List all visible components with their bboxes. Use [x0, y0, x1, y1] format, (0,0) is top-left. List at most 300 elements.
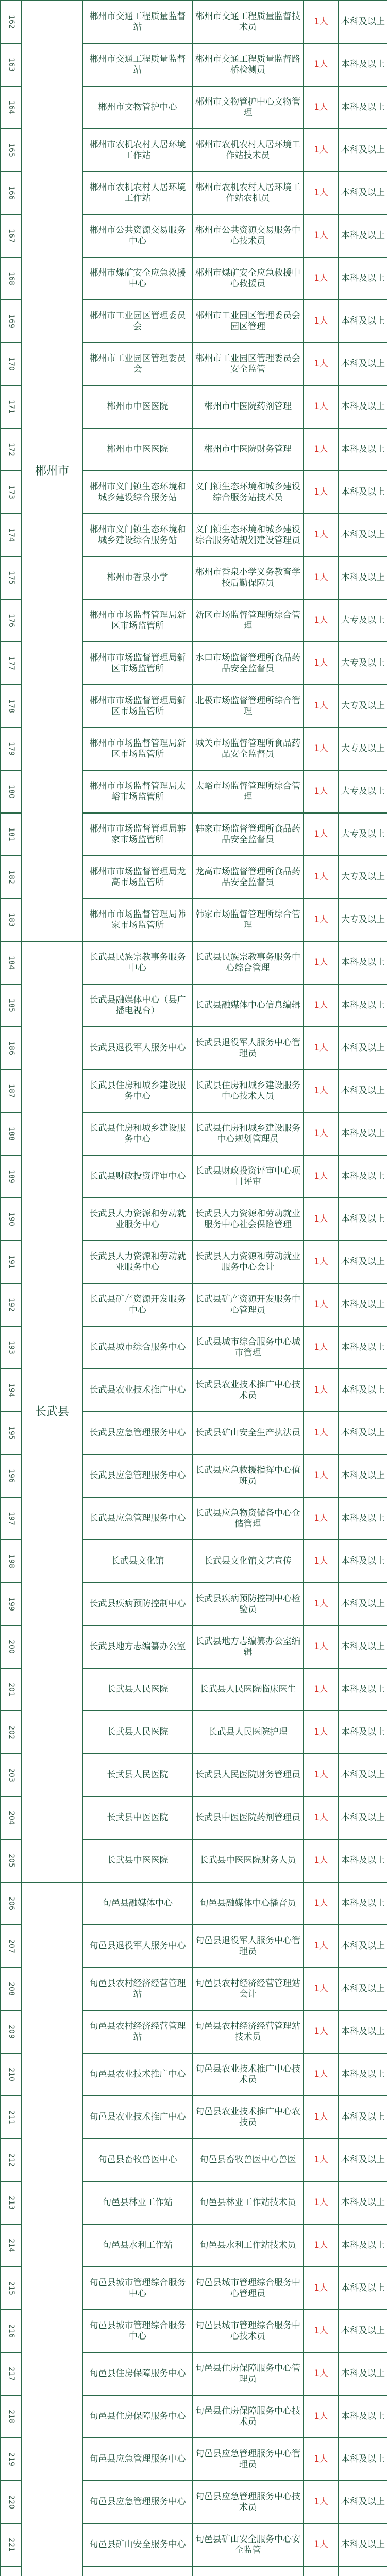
- position-cell: 旬邑县畜牧兽医中心兽医: [192, 2139, 304, 2181]
- hiring-unit-cell: 旬邑县农业技术推广中心: [83, 2096, 192, 2139]
- hiring-unit-cell: 旬邑县林业工作站: [83, 2181, 192, 2224]
- row-number-text: 177: [7, 656, 15, 670]
- education-cell: 本科及以上: [339, 172, 387, 214]
- row-number: [1, 685, 21, 727]
- education-cell: [339, 2566, 387, 2576]
- row-number-text: 210: [7, 2067, 15, 2081]
- hiring-unit-cell: 旬邑县融媒体中心: [83, 1882, 192, 1925]
- hiring-unit-cell: 郴州市市场监督管理局新区市场监管所: [83, 685, 192, 727]
- hiring-unit-cell: 长武县人民医院: [83, 1668, 192, 1711]
- row-number-text: 201: [7, 1683, 15, 1697]
- position-cell: 长武县住房和城乡建设服务中心技术人员: [192, 1070, 304, 1112]
- row-number: [1, 899, 21, 941]
- row-number-text: 172: [7, 443, 15, 456]
- position-cell: 郴州市中医院财务管理: [192, 428, 304, 471]
- headcount-cell: 1人: [304, 129, 339, 172]
- row-number-text: 212: [7, 2153, 15, 2167]
- headcount-cell: 1人: [304, 1155, 339, 1198]
- position-cell: 长武县民族宗教事务服务中心综合管理: [192, 941, 304, 984]
- position-cell: 郴州市工业园区管理委员会安全监管: [192, 343, 304, 385]
- row-number-text: 183: [7, 913, 15, 927]
- row-number: [1, 214, 21, 257]
- row-number-text: 202: [7, 1725, 15, 1739]
- hiring-unit-cell: 旬邑县农村经济经营管理站: [83, 1968, 192, 2010]
- hiring-unit-cell: 长武县中医医院: [83, 1797, 192, 1839]
- headcount-cell: 1人: [304, 1754, 339, 1797]
- row-number: [1, 428, 21, 471]
- table-body: [1, 1, 387, 2576]
- headcount-cell: 1人: [304, 1, 339, 43]
- row-number-text: 178: [7, 699, 15, 713]
- position-cell: 义门镇生态环境和城乡建设综合服务站规划建设管理员: [192, 514, 304, 556]
- row-number: [1, 1, 21, 43]
- education-cell: 本科及以上: [339, 1968, 387, 2010]
- education-cell: 本科及以上: [339, 2352, 387, 2395]
- row-number: [1, 1198, 21, 1241]
- row-number-text: 215: [7, 2281, 15, 2295]
- row-number-text: 194: [7, 1383, 15, 1397]
- position-cell: 新区市场监督管理所综合管理: [192, 599, 304, 642]
- headcount-cell: 1人: [304, 770, 339, 813]
- education-cell: 大专及以上: [339, 770, 387, 813]
- education-cell: 大专及以上: [339, 813, 387, 856]
- row-number: [1, 1070, 21, 1112]
- headcount-cell: 1人: [304, 1711, 339, 1754]
- position-cell: [192, 2566, 304, 2576]
- education-cell: 本科及以上: [339, 1412, 387, 1454]
- row-number-text: 218: [7, 2410, 15, 2424]
- headcount-cell: 1人: [304, 1668, 339, 1711]
- row-number-text: 174: [7, 528, 15, 542]
- row-number: [1, 129, 21, 172]
- row-number: [1, 514, 21, 556]
- position-cell: 长武县矿产资源开发服务中心管理员: [192, 1283, 304, 1326]
- hiring-unit-cell: 旬邑县畜牧兽医中心: [83, 2139, 192, 2181]
- hiring-unit-cell: 郴州市交通工程质量监督站: [83, 1, 192, 43]
- headcount-cell: 1人: [304, 642, 339, 685]
- hiring-unit-cell: 旬邑县退役军人服务中心: [83, 1925, 192, 1968]
- row-number-text: 167: [7, 229, 15, 243]
- row-number: [1, 1369, 21, 1412]
- education-cell: 本科及以上: [339, 343, 387, 385]
- hiring-unit-cell: 旬邑县矿山安全服务中心: [83, 2523, 192, 2566]
- education-cell: 本科及以上: [339, 941, 387, 984]
- headcount-cell: 1人: [304, 1283, 339, 1326]
- headcount-cell: 1人: [304, 2010, 339, 2053]
- row-number: [1, 556, 21, 599]
- headcount-cell: 1人: [304, 2181, 339, 2224]
- education-cell: 本科及以上: [339, 1027, 387, 1070]
- position-cell: 旬邑县农业技术推广中心技术员: [192, 2053, 304, 2096]
- position-cell: 龙高市场监督管理所食品药品安全监督员: [192, 856, 304, 899]
- row-number-text: 164: [7, 100, 15, 114]
- row-number: [1, 1412, 21, 1454]
- row-number-text: 195: [7, 1426, 15, 1440]
- education-cell: 本科及以上: [339, 1112, 387, 1155]
- row-number: [1, 1754, 21, 1797]
- education-cell: 本科及以上: [339, 1797, 387, 1839]
- row-number: [1, 2310, 21, 2352]
- education-cell: 本科及以上: [339, 214, 387, 257]
- hiring-unit-cell: 长武县地方志编纂办公室: [83, 1625, 192, 1668]
- table-row: [1, 1882, 387, 1925]
- position-cell: 韩家市场监督管理所食品药品安全监督员: [192, 813, 304, 856]
- headcount-cell: 1人: [304, 2267, 339, 2310]
- headcount-cell: 1人: [304, 86, 339, 129]
- headcount-cell: 1人: [304, 1540, 339, 1583]
- row-number: [1, 1583, 21, 1625]
- hiring-unit-cell: 长武县退役军人服务中心: [83, 1027, 192, 1070]
- row-number: [1, 1326, 21, 1369]
- hiring-unit-cell: 郴州市煤矿安全应急救援中心: [83, 257, 192, 300]
- headcount-cell: 1人: [304, 1027, 339, 1070]
- row-number: [1, 1283, 21, 1326]
- row-number: [1, 1797, 21, 1839]
- hiring-unit-cell: 长武县中医医院: [83, 1839, 192, 1882]
- position-cell: 长武县城市综合服务中心城市管理: [192, 1326, 304, 1369]
- row-number: [1, 2438, 21, 2481]
- row-number-text: 206: [7, 1896, 15, 1910]
- row-number-text: 180: [7, 785, 15, 799]
- position-cell: 长武县中医医院财务人员: [192, 1839, 304, 1882]
- position-cell: 长武县人民医院临床医生: [192, 1668, 304, 1711]
- hiring-unit-cell: 旬邑县农村经济经营管理站: [83, 2010, 192, 2053]
- hiring-unit-cell: 旬邑县农业技术推广中心: [83, 2053, 192, 2096]
- education-cell: 本科及以上: [339, 1497, 387, 1540]
- row-number: [1, 984, 21, 1027]
- education-cell: 本科及以上: [339, 2010, 387, 2053]
- row-number-text: 173: [7, 485, 15, 499]
- hiring-unit-cell: 郴州市市场监督管理局新区市场监管所: [83, 642, 192, 685]
- row-number: [1, 1925, 21, 1968]
- hiring-unit-cell: 郴州市市场监督管理局新区市场监管所: [83, 727, 192, 770]
- row-number: [1, 813, 21, 856]
- row-number-text: 190: [7, 1212, 15, 1226]
- education-cell: 本科及以上: [339, 984, 387, 1027]
- hiring-unit-cell: 郴州市农机农村人居环境工作站: [83, 172, 192, 214]
- position-cell: 郴州市中医院药剂管理: [192, 385, 304, 428]
- position-cell: 长武县人力资源和劳动就业服务中心社会保险管理: [192, 1198, 304, 1241]
- position-cell: 长武县矿山安全生产执法员: [192, 1412, 304, 1454]
- row-number-text: 221: [7, 2538, 15, 2552]
- position-cell: 长武县农业技术推广中心技术员: [192, 1369, 304, 1412]
- position-cell: 长武县住房和城乡建设服务中心规划管理员: [192, 1112, 304, 1155]
- hiring-unit-cell: 长武县城市综合服务中心: [83, 1326, 192, 1369]
- headcount-cell: 1人: [304, 813, 339, 856]
- education-cell: 大专及以上: [339, 899, 387, 941]
- headcount-cell: 1人: [304, 1583, 339, 1625]
- education-cell: 本科及以上: [339, 514, 387, 556]
- hiring-unit-cell: 郴州市交通工程质量监督站: [83, 43, 192, 86]
- position-cell: 郴州市公共资源交易服务中心技术员: [192, 214, 304, 257]
- row-number: [1, 2181, 21, 2224]
- row-number: [1, 86, 21, 129]
- row-number: [1, 2139, 21, 2181]
- row-number: [1, 385, 21, 428]
- row-number: [1, 2096, 21, 2139]
- position-cell: 旬邑县农村经济经营管理站技术员: [192, 2010, 304, 2053]
- table-row: [1, 1, 387, 43]
- position-cell: 旬邑县农业技术推广中心农技员: [192, 2096, 304, 2139]
- headcount-cell: 1人: [304, 556, 339, 599]
- education-cell: 本科及以上: [339, 1198, 387, 1241]
- headcount-cell: 1人: [304, 471, 339, 514]
- row-number: [1, 1497, 21, 1540]
- row-number: [1, 1540, 21, 1583]
- headcount-cell: [304, 2566, 339, 2576]
- row-number-text: 184: [7, 956, 15, 970]
- education-cell: 本科及以上: [339, 385, 387, 428]
- position-cell: 长武县文化馆文艺宣传: [192, 1540, 304, 1583]
- position-cell: 城关市场监督管理所食品药品安全监督员: [192, 727, 304, 770]
- education-cell: 本科及以上: [339, 1, 387, 43]
- headcount-cell: 1人: [304, 599, 339, 642]
- hiring-unit-cell: 长武县民族宗教事务服务中心: [83, 941, 192, 984]
- row-number: [1, 1241, 21, 1283]
- education-cell: 本科及以上: [339, 257, 387, 300]
- row-number: [1, 727, 21, 770]
- row-number-text: 211: [7, 2110, 15, 2124]
- row-number: [1, 2352, 21, 2395]
- education-cell: 本科及以上: [339, 86, 387, 129]
- row-number-text: 179: [7, 742, 15, 756]
- row-number: [1, 941, 21, 984]
- hiring-unit-cell: 长武县农业技术推广中心: [83, 1369, 192, 1412]
- education-cell: 本科及以上: [339, 2053, 387, 2096]
- position-cell: 长武县地方志编纂办公室编辑: [192, 1625, 304, 1668]
- education-cell: 本科及以上: [339, 1283, 387, 1326]
- row-number: [1, 471, 21, 514]
- education-cell: 本科及以上: [339, 1711, 387, 1754]
- hiring-unit-cell: 郴州市中医医院: [83, 428, 192, 471]
- row-number-text: 189: [7, 1170, 15, 1183]
- hiring-unit-cell: 郴州市市场监督管理局龙高市场监管所: [83, 856, 192, 899]
- headcount-cell: 1人: [304, 1968, 339, 2010]
- position-cell: 长武县人民医院护理: [192, 1711, 304, 1754]
- headcount-cell: 1人: [304, 727, 339, 770]
- row-number-text: 185: [7, 998, 15, 1012]
- hiring-unit-cell: 长武县疾病预防控制中心: [83, 1583, 192, 1625]
- row-number: [1, 2523, 21, 2566]
- education-cell: 本科及以上: [339, 1754, 387, 1797]
- headcount-cell: 1人: [304, 2053, 339, 2096]
- row-number-text: 175: [7, 571, 15, 585]
- education-cell: 本科及以上: [339, 300, 387, 343]
- row-number-text: 176: [7, 614, 15, 628]
- headcount-cell: 1人: [304, 1070, 339, 1112]
- hiring-unit-cell: [83, 2566, 192, 2576]
- row-number-text: 217: [7, 2367, 15, 2381]
- row-number: [1, 1839, 21, 1882]
- hiring-unit-cell: 郴州市市场监督管理局新区市场监管所: [83, 599, 192, 642]
- headcount-cell: 1人: [304, 941, 339, 984]
- education-cell: 大专及以上: [339, 685, 387, 727]
- education-cell: 本科及以上: [339, 2523, 387, 2566]
- row-number-text: 182: [7, 870, 15, 884]
- hiring-unit-cell: 旬邑县应急管理服务中心: [83, 2438, 192, 2481]
- row-number: [1, 43, 21, 86]
- hiring-unit-cell: 长武县人力资源和劳动就业服务中心: [83, 1198, 192, 1241]
- headcount-cell: 1人: [304, 1112, 339, 1155]
- row-number: [1, 770, 21, 813]
- hiring-unit-cell: 长武县人民医院: [83, 1754, 192, 1797]
- position-cell: 长武县疾病预防控制中心检验员: [192, 1583, 304, 1625]
- hiring-unit-cell: 长武县住房和城乡建设服务中心: [83, 1112, 192, 1155]
- education-cell: 本科及以上: [339, 1839, 387, 1882]
- hiring-unit-cell: 郴州市香泉小学: [83, 556, 192, 599]
- position-cell: 旬邑县水利工作站技术员: [192, 2224, 304, 2267]
- row-number-text: 200: [7, 1640, 15, 1654]
- row-number-text: 181: [7, 827, 15, 841]
- hiring-unit-cell: 郴州市义门镇生态环境和城乡建设综合服务站: [83, 471, 192, 514]
- position-cell: 郴州市农机农村人居环境工作站技术员: [192, 129, 304, 172]
- headcount-cell: 1人: [304, 514, 339, 556]
- hiring-unit-cell: 郴州市市场监督管理局韩家市场监管所: [83, 899, 192, 941]
- row-number-text: 197: [7, 1512, 15, 1526]
- hiring-unit-cell: 长武县住房和城乡建设服务中心: [83, 1070, 192, 1112]
- education-cell: 本科及以上: [339, 471, 387, 514]
- education-cell: 大专及以上: [339, 599, 387, 642]
- hiring-unit-cell: 旬邑县住房保障服务中心: [83, 2352, 192, 2395]
- row-number-text: 187: [7, 1084, 15, 1098]
- position-cell: 郴州市文物管护中心文物管理: [192, 86, 304, 129]
- hiring-unit-cell: 旬邑县城市管理综合服务中心: [83, 2310, 192, 2352]
- headcount-cell: 1人: [304, 1412, 339, 1454]
- row-number: [1, 1882, 21, 1925]
- headcount-cell: 1人: [304, 214, 339, 257]
- row-number-text: 199: [7, 1597, 15, 1611]
- hiring-unit-cell: 郴州市工业园区管理委员会: [83, 300, 192, 343]
- row-number-text: 162: [7, 15, 15, 29]
- row-number-text: 188: [7, 1127, 15, 1141]
- position-cell: 旬邑县林业工作站技术员: [192, 2181, 304, 2224]
- headcount-cell: 1人: [304, 2438, 339, 2481]
- position-cell: 旬邑县矿山安全服务中心安全监管: [192, 2523, 304, 2566]
- education-cell: 本科及以上: [339, 1583, 387, 1625]
- position-cell: 长武县财政投资评审中心项目评审: [192, 1155, 304, 1198]
- hiring-unit-cell: 旬邑县应急管理服务中心: [83, 2481, 192, 2523]
- hiring-unit-cell: 长武县应急管理服务中心: [83, 1412, 192, 1454]
- position-cell: 长武县融媒体中心信息编辑: [192, 984, 304, 1027]
- department-group-cell: 郴州市: [21, 1, 83, 941]
- headcount-cell: 1人: [304, 1369, 339, 1412]
- row-number-text: 204: [7, 1811, 15, 1825]
- position-cell: 长武县人力资源和劳动就业服务中心会计: [192, 1241, 304, 1283]
- hiring-unit-cell: 旬邑县住房保障服务中心: [83, 2395, 192, 2438]
- education-cell: 本科及以上: [339, 1241, 387, 1283]
- education-cell: 本科及以上: [339, 2096, 387, 2139]
- row-number: [1, 1711, 21, 1754]
- table-row: [1, 941, 387, 984]
- headcount-cell: 1人: [304, 2395, 339, 2438]
- hiring-unit-cell: 郴州市公共资源交易服务中心: [83, 214, 192, 257]
- position-cell: 韩家市场监督管理所综合管理: [192, 899, 304, 941]
- education-cell: 本科及以上: [339, 1070, 387, 1112]
- row-number: [1, 2267, 21, 2310]
- row-number: [1, 1668, 21, 1711]
- row-number: [1, 257, 21, 300]
- row-number-text: 205: [7, 1854, 15, 1868]
- headcount-cell: 1人: [304, 257, 339, 300]
- headcount-cell: 1人: [304, 1625, 339, 1668]
- hiring-unit-cell: 郴州市农机农村人居环境工作站: [83, 129, 192, 172]
- education-cell: 本科及以上: [339, 2139, 387, 2181]
- hiring-unit-cell: 郴州市文物管护中心: [83, 86, 192, 129]
- education-cell: 本科及以上: [339, 1540, 387, 1583]
- hiring-unit-cell: 长武县人民医院: [83, 1711, 192, 1754]
- position-cell: 郴州市交通工程质量监督路桥检测员: [192, 43, 304, 86]
- education-cell: 本科及以上: [339, 2438, 387, 2481]
- education-cell: 本科及以上: [339, 1925, 387, 1968]
- position-cell: 太峪市场监督管理所综合管理: [192, 770, 304, 813]
- row-number-text: 191: [7, 1255, 15, 1269]
- headcount-cell: 1人: [304, 1797, 339, 1839]
- position-cell: 旬邑县住房保障服务中心管理员: [192, 2352, 304, 2395]
- row-number-text: 209: [7, 2025, 15, 2039]
- headcount-cell: 1人: [304, 1839, 339, 1882]
- row-number: [1, 2224, 21, 2267]
- position-cell: 长武县应急救援指挥中心值班员: [192, 1454, 304, 1497]
- position-cell: 旬邑县农村经济经营管理站会计: [192, 1968, 304, 2010]
- education-cell: 本科及以上: [339, 1369, 387, 1412]
- headcount-cell: 1人: [304, 43, 339, 86]
- education-cell: 本科及以上: [339, 1882, 387, 1925]
- row-number: [1, 300, 21, 343]
- education-cell: 本科及以上: [339, 2481, 387, 2523]
- row-number-text: 186: [7, 1041, 15, 1055]
- headcount-cell: 1人: [304, 343, 339, 385]
- education-cell: 本科及以上: [339, 2267, 387, 2310]
- position-cell: 旬邑县应急管理服务中心管理员: [192, 2438, 304, 2481]
- education-cell: 本科及以上: [339, 1454, 387, 1497]
- hiring-unit-cell: 旬邑县水利工作站: [83, 2224, 192, 2267]
- row-number: [1, 1625, 21, 1668]
- headcount-cell: 1人: [304, 300, 339, 343]
- position-cell: 郴州市煤矿安全应急救援中心救援员: [192, 257, 304, 300]
- education-cell: 本科及以上: [339, 1155, 387, 1198]
- headcount-cell: 1人: [304, 1198, 339, 1241]
- headcount-cell: 1人: [304, 385, 339, 428]
- hiring-unit-cell: 长武县矿产资源开发服务中心: [83, 1283, 192, 1326]
- row-number-text: 169: [7, 314, 15, 328]
- hiring-unit-cell: 郴州市市场监督管理局太峪市场监管所: [83, 770, 192, 813]
- hiring-unit-cell: 郴州市市场监督管理局韩家市场监管所: [83, 813, 192, 856]
- row-number: [1, 2053, 21, 2096]
- position-cell: 旬邑县应急管理服务中心技术员: [192, 2481, 304, 2523]
- headcount-cell: 1人: [304, 856, 339, 899]
- headcount-cell: 1人: [304, 1326, 339, 1369]
- position-cell: 旬邑县融媒体中心播音员: [192, 1882, 304, 1925]
- headcount-cell: 1人: [304, 1925, 339, 1968]
- hiring-unit-cell: 长武县应急管理服务中心: [83, 1454, 192, 1497]
- headcount-cell: 1人: [304, 2523, 339, 2566]
- education-cell: 本科及以上: [339, 1326, 387, 1369]
- education-cell: 大专及以上: [339, 856, 387, 899]
- row-number: [1, 2395, 21, 2438]
- headcount-cell: 1人: [304, 1882, 339, 1925]
- row-number: [1, 1454, 21, 1497]
- row-number-text: 213: [7, 2196, 15, 2210]
- row-number: [1, 2481, 21, 2523]
- row-number-text: 208: [7, 1982, 15, 1996]
- position-cell: 郴州市农机农村人居环境工作站农机员: [192, 172, 304, 214]
- row-number: [1, 1112, 21, 1155]
- position-cell: 义门镇生态环境和城乡建设综合服务站技术员: [192, 471, 304, 514]
- hiring-unit-cell: 郴州市义门镇生态环境和城乡建设综合服务站: [83, 514, 192, 556]
- row-number-text: 193: [7, 1341, 15, 1354]
- education-cell: 本科及以上: [339, 2395, 387, 2438]
- headcount-cell: 1人: [304, 2224, 339, 2267]
